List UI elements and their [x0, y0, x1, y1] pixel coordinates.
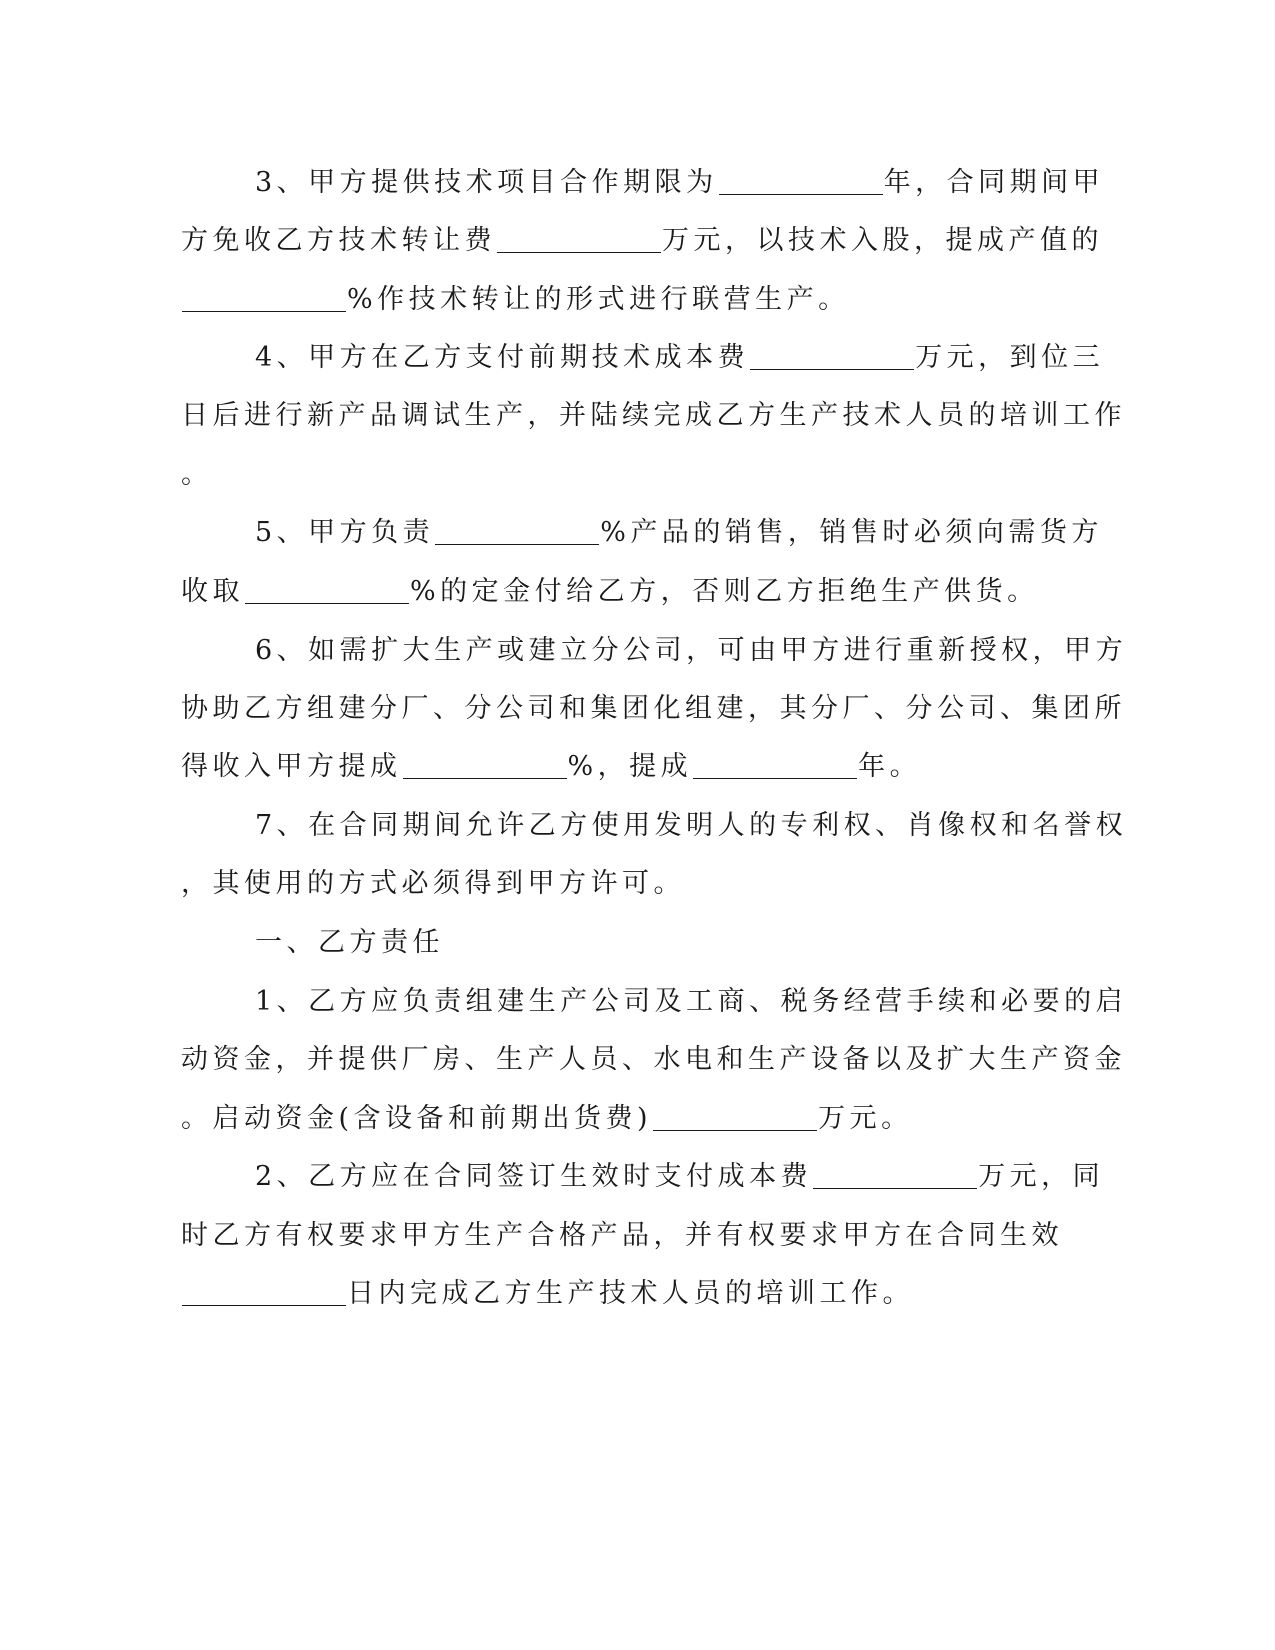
text-line: [255, 513, 1135, 553]
text-segment: 。启动资金(含设备和前期出货费): [181, 1103, 653, 1134]
text-segment: %，提成: [567, 751, 693, 782]
text-segment: 7、在合同期间允许乙方使用发明人的专利权、肖像权和名誉权: [255, 810, 1128, 841]
text-line: [255, 163, 1135, 203]
text-line: [255, 631, 1135, 671]
text-line: [181, 1216, 1061, 1256]
fill-in-blank: [653, 1102, 817, 1131]
fill-in-blank: [403, 750, 567, 779]
fill-in-blank: [182, 1277, 346, 1306]
text-line: [181, 864, 1061, 904]
text-line: [255, 982, 1135, 1022]
text-segment: 3、甲方提供技术项目合作期限为: [255, 167, 718, 198]
text-line: [181, 747, 1061, 787]
fill-in-blank: [245, 575, 409, 604]
text-segment: 5、甲方负责: [255, 517, 435, 548]
text-segment: %产品的销售，销售时必须向需货方: [600, 517, 1103, 548]
text-line: [181, 572, 1061, 612]
section-heading: [255, 923, 1135, 963]
text-segment: 日内完成乙方生产技术人员的培训工作。: [347, 1278, 914, 1309]
text-segment: 万元，以技术入股，提成产值的: [662, 225, 1103, 256]
text-segment: 日后进行新产品调试生产，并陆续完成乙方生产技术人员的培训工作: [181, 400, 1126, 431]
text-segment: 一、乙方责任: [255, 927, 444, 958]
text-segment: 6、如需扩大生产或建立分公司，可由甲方进行重新授权，甲方: [255, 635, 1128, 666]
text-segment: 2、乙方应在合同签订生效时支付成本费: [255, 1161, 813, 1192]
text-line: [181, 280, 1061, 320]
text-segment: ，其使用的方式必须得到甲方许可。: [181, 868, 685, 899]
text-line: [181, 689, 1126, 729]
text-segment: 。: [181, 459, 213, 490]
text-line: [181, 1040, 1126, 1080]
text-line: [255, 338, 1135, 378]
text-segment: 时乙方有权要求甲方生产合格产品，并有权要求甲方在合同生效: [181, 1220, 1063, 1251]
text-segment: %作技术转让的形式进行联营生产。: [347, 284, 850, 315]
text-segment: 收取: [181, 576, 244, 607]
fill-in-blank: [719, 166, 883, 195]
text-segment: 方免收乙方技术转让费: [181, 225, 496, 256]
text-line: [181, 1274, 1061, 1314]
text-segment: 年，合同期间甲: [883, 167, 1105, 198]
text-segment: %的定金付给乙方，否则乙方拒绝生产供货。: [410, 576, 1039, 607]
text-segment: 万元。: [818, 1103, 913, 1134]
fill-in-blank: [750, 341, 914, 370]
text-segment: 万元，同: [978, 1161, 1105, 1192]
text-segment: 动资金，并提供厂房、生产人员、水电和生产设备以及扩大生产资金: [181, 1044, 1126, 1075]
fill-in-blank: [693, 750, 857, 779]
fill-in-blank: [813, 1160, 977, 1189]
text-line: [255, 806, 1135, 846]
text-segment: 1、乙方应负责组建生产公司及工商、税务经营手续和必要的启: [255, 986, 1128, 1017]
text-segment: 4、甲方在乙方支付前期技术成本费: [255, 342, 750, 373]
fill-in-blank: [497, 224, 661, 253]
text-segment: 协助乙方组建分厂、分公司和集团化组建，其分厂、分公司、集团所: [181, 693, 1126, 724]
fill-in-blank: [435, 516, 599, 545]
text-line: [181, 396, 1126, 436]
text-line: [181, 221, 1103, 261]
text-segment: 年。: [858, 751, 922, 782]
fill-in-blank: [182, 283, 346, 312]
text-segment: 万元，到位三: [915, 342, 1105, 373]
text-line: [255, 1157, 1135, 1197]
text-line: [181, 455, 1061, 495]
text-line: [181, 1099, 1061, 1139]
text-segment: 得收入甲方提成: [181, 751, 402, 782]
